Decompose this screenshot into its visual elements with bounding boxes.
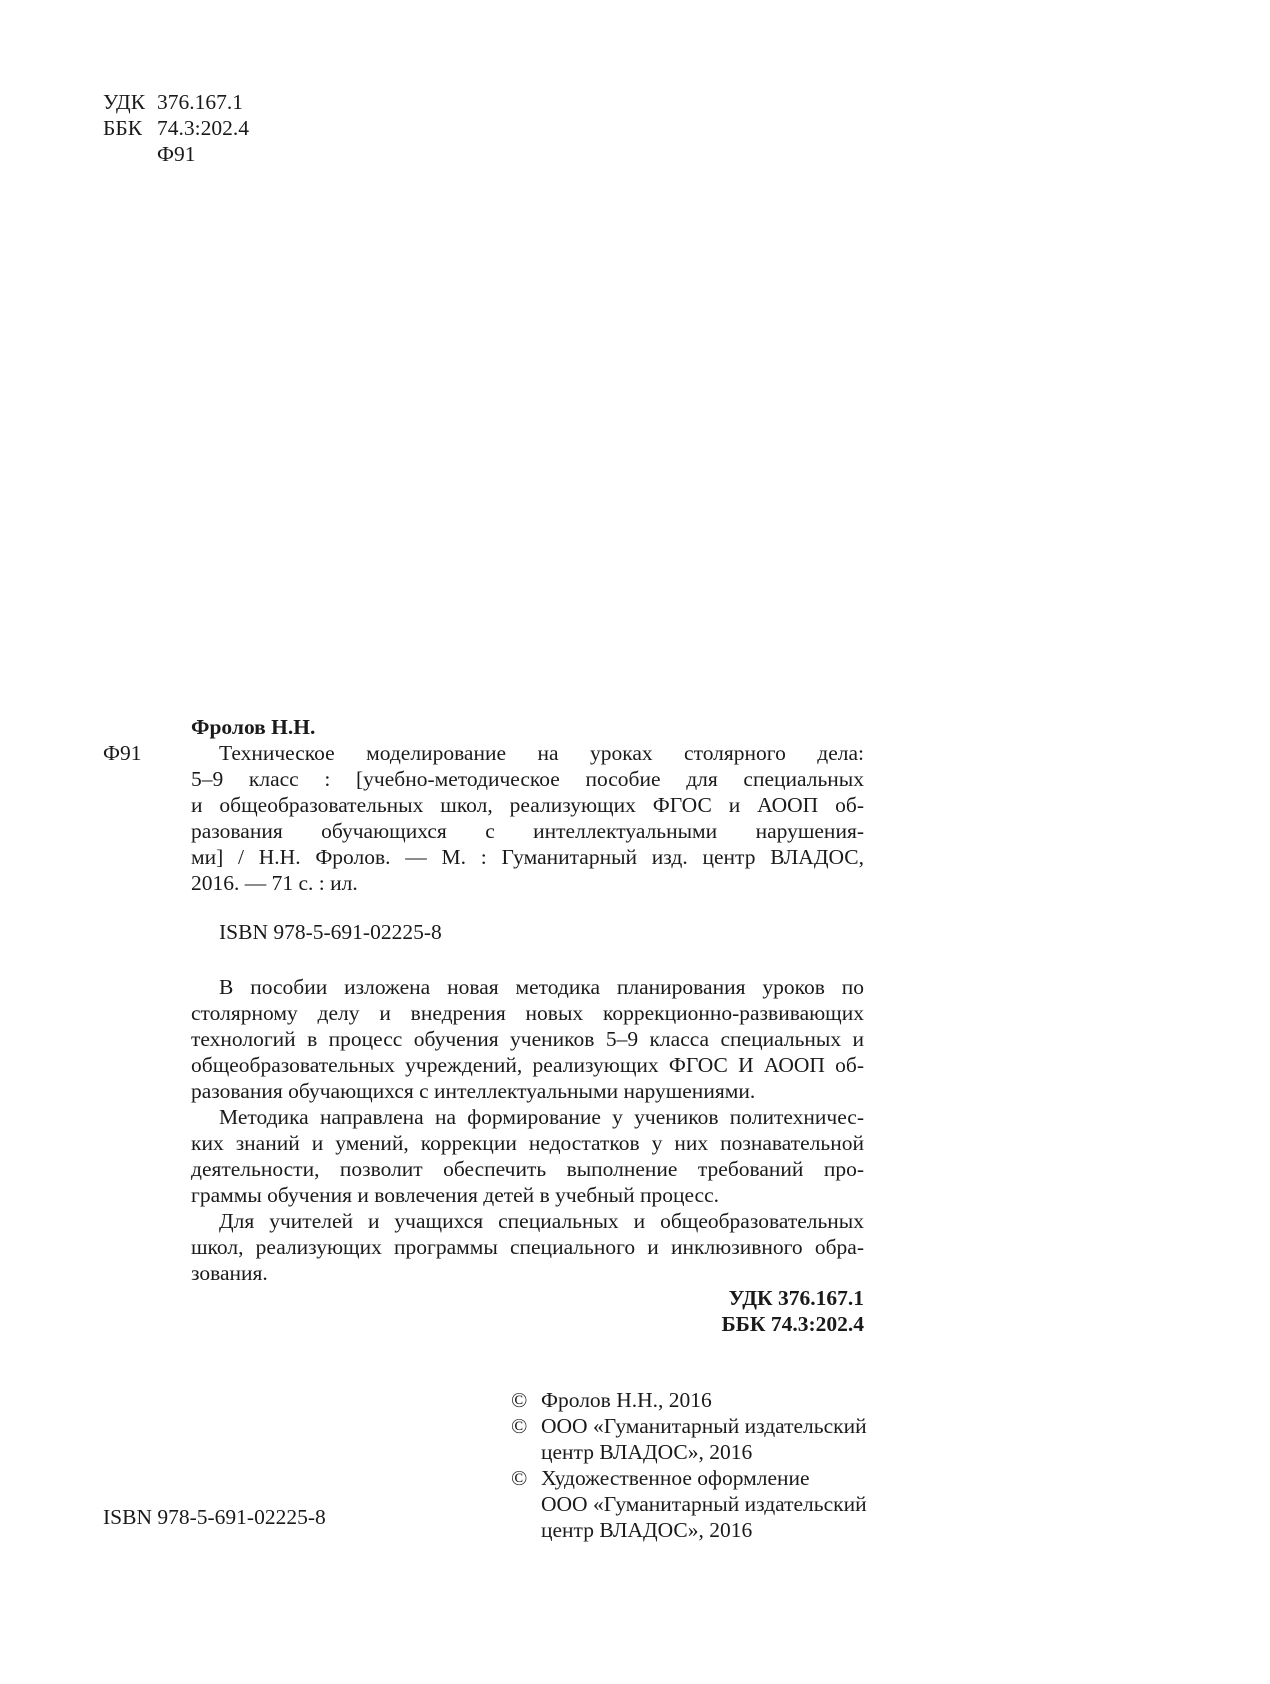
classification-bbk: ББК 74.3:202.4: [721, 1312, 864, 1336]
copyright-entry: [511, 1413, 871, 1439]
classification-udk: УДК 376.167.1: [728, 1286, 864, 1310]
record-title-line: 2016. — 71 с. : ил.: [191, 871, 358, 895]
annotation-line: общеобразовательных учреждений, реализующих ФГОС И АООП об-: [191, 1053, 864, 1077]
copyright-line: центр ВЛАДОС», 2016: [541, 1518, 753, 1542]
copyright-symbol: ©: [511, 1414, 528, 1438]
annotation: [191, 974, 864, 1286]
classification: [560, 1285, 864, 1337]
copyright-continuation: [511, 1439, 871, 1465]
copyright-line: центр ВЛАДОС», 2016: [541, 1440, 753, 1464]
udk-label: УДК: [103, 90, 146, 114]
annotation-line: технологий в процесс обучения учеников 5–9 класса специальных и: [191, 1027, 864, 1051]
author-mark-row: [103, 141, 303, 167]
record-author: Фролов Н.Н.: [191, 715, 316, 739]
record-isbn: ISBN 978-5-691-02225-8: [219, 920, 442, 944]
copyright-continuation: [511, 1517, 871, 1543]
annotation-line: разования обучающихся с интеллектуальными нарушениями.: [191, 1079, 756, 1103]
udk-value: 376.167.1: [157, 90, 243, 114]
annotation-line: зования.: [191, 1261, 268, 1285]
copyright-line: Фролов Н.Н., 2016: [541, 1388, 712, 1412]
annotation-line: граммы обучения и вовлечения детей в учебный процесс.: [191, 1183, 720, 1207]
bbk-row: [103, 115, 303, 141]
bbk-label: ББК: [103, 116, 143, 140]
annotation-line: Для учителей и учащихся специальных и общеобразовательных: [219, 1209, 864, 1233]
copyright-line: Художественное оформление: [541, 1466, 810, 1490]
record-title-line: ми] / Н.Н. Фролов. — М. : Гуманитарный изд. центр ВЛАДОС,: [191, 845, 864, 869]
record-author-mark: Ф91: [103, 741, 142, 765]
copyright-entry: [511, 1387, 871, 1413]
copyright-entry: [511, 1465, 871, 1491]
annotation-line: столярному делу и внедрения новых коррекционно-развивающих: [191, 1001, 864, 1025]
record-title-line: и общеобразовательных школ, реализующих ФГОС и АООП об-: [191, 793, 864, 817]
copyright-symbol: ©: [511, 1466, 528, 1490]
copyright-line: ООО «Гуманитарный издательский: [541, 1492, 867, 1516]
record-title-line: Техническое моделирование на уроках столярного дела:: [219, 741, 864, 765]
copyright-continuation: [511, 1491, 871, 1517]
annotation-line: Методика направлена на формирование у учеников политехничес-: [219, 1105, 864, 1129]
annotation-line: школ, реализующих программы специального и инклюзивного обра-: [191, 1235, 864, 1259]
annotation-line: ких знаний и умений, коррекции недостатков у них познавательной: [191, 1131, 864, 1155]
annotation-line: деятельности, позволит обеспечить выполнение требований про-: [191, 1157, 864, 1181]
author-mark-top: Ф91: [157, 142, 196, 166]
bbk-value: 74.3:202.4: [157, 116, 249, 140]
copyright-symbol: ©: [511, 1388, 528, 1412]
record-title: [191, 740, 864, 896]
record-title-line: разования обучающихся с интеллектуальными нарушения-: [191, 819, 864, 843]
copyright-block: [511, 1387, 871, 1543]
udk-row: [103, 89, 303, 115]
copyright-line: ООО «Гуманитарный издательский: [541, 1414, 867, 1438]
footer-isbn: ISBN 978-5-691-02225-8: [103, 1505, 326, 1529]
annotation-line: В пособии изложена новая методика планирования уроков по: [219, 975, 864, 999]
index-block: [103, 89, 303, 167]
record-title-line: 5–9 класс : [учебно-методическое пособие для специальных: [191, 767, 864, 791]
